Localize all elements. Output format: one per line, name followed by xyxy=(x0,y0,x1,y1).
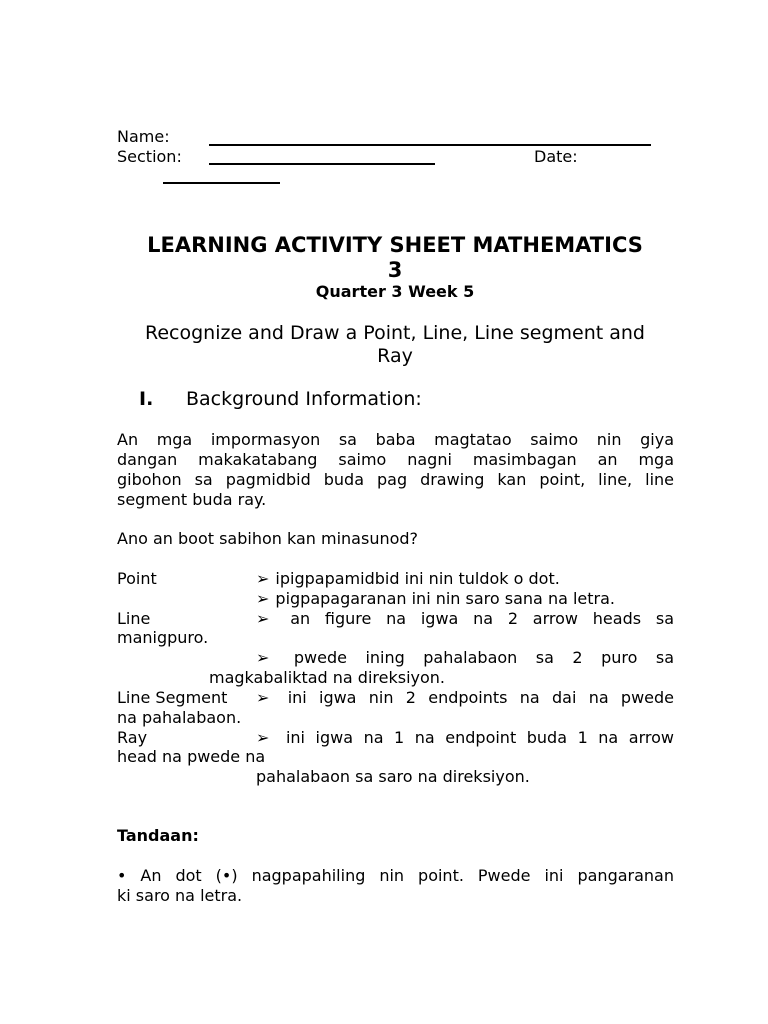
tandaan-heading: Tandaan: xyxy=(117,826,199,845)
date-blank-line[interactable] xyxy=(163,182,280,184)
lesson-title: Recognize and Draw a Point, Line, Line segment and xyxy=(144,322,645,344)
arrow-bullet-icon: ➢ xyxy=(256,609,270,628)
def-line-2-cont: magkabaliktad na direksiyon. xyxy=(209,668,446,687)
def-point-2: ➢ pigpapagaranan ini nin saro sana na letra. xyxy=(256,589,616,608)
section-heading: Background Information: xyxy=(186,388,422,410)
section-blank-line[interactable] xyxy=(209,163,435,165)
def-point-1: ➢ ipigpapamidbid ini nin tuldok o dot. xyxy=(256,569,560,588)
intro-line-4: segment buda ray. xyxy=(117,490,267,509)
def-line-1: ➢ an figure na igwa na 2 arrow heads sa xyxy=(256,609,674,628)
quarter-week: Quarter 3 Week 5 xyxy=(315,282,475,301)
def-line-2: ➢ pwede ining pahalabaon sa 2 puro sa xyxy=(256,648,674,667)
term-ray: Ray xyxy=(117,728,148,747)
def-ray-1: ➢ ini igwa na 1 na endpoint buda 1 na arrow xyxy=(256,728,674,747)
name-blank-line[interactable] xyxy=(209,144,651,146)
term-point: Point xyxy=(117,569,157,588)
intro-line-3: gibohon sa pagmidbid buda pag drawing kan point, line, line xyxy=(117,470,674,489)
section-label: Section: xyxy=(117,147,182,166)
tandaan-bullet-line-2: ki saro na letra. xyxy=(117,886,243,905)
def-ray-1-cont2: pahalabaon sa saro na direksiyon. xyxy=(256,767,530,786)
sheet-title-grade: 3 xyxy=(387,258,403,282)
question: Ano an boot sabihon kan minasunod? xyxy=(117,529,419,548)
section-numeral: I. xyxy=(139,388,154,410)
def-segment-1: ➢ ini igwa nin 2 endpoints na dai na pwede xyxy=(256,688,674,707)
lesson-title-cont: Ray xyxy=(377,345,413,367)
intro-line-1: An mga impormasyon sa baba magtatao saimo nin giya xyxy=(117,430,674,449)
arrow-bullet-icon: ➢ xyxy=(256,589,270,608)
arrow-bullet-icon: ➢ xyxy=(256,728,270,747)
name-label: Name: xyxy=(117,127,170,146)
def-line-1-cont: manigpuro. xyxy=(117,628,209,647)
def-ray-1-cont: head na pwede na xyxy=(117,747,266,766)
sheet-title: LEARNING ACTIVITY SHEET MATHEMATICS xyxy=(147,233,643,257)
arrow-bullet-icon: ➢ xyxy=(256,648,270,667)
intro-line-2: dangan makakatabang saimo nagni masimbagan an mga xyxy=(117,450,674,469)
term-line: Line xyxy=(117,609,151,628)
term-line-segment: Line Segment xyxy=(117,688,228,707)
arrow-bullet-icon: ➢ xyxy=(256,688,270,707)
tandaan-bullet-line-1: • An dot (•) nagpapahiling nin point. Pwede ini pangaranan xyxy=(117,866,674,885)
arrow-bullet-icon: ➢ xyxy=(256,569,270,588)
def-segment-1-cont: na pahalabaon. xyxy=(117,708,242,727)
date-label: Date: xyxy=(534,147,578,166)
